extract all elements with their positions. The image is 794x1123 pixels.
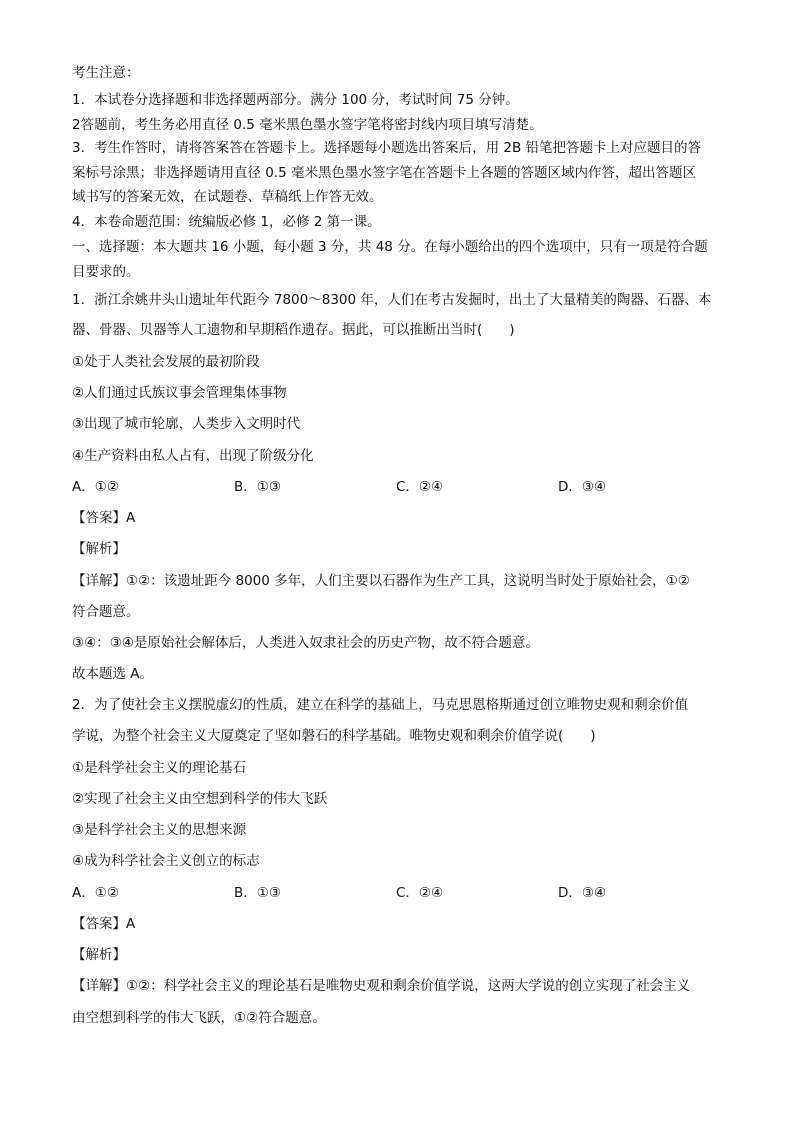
q2-option-c[interactable]: C．②④ xyxy=(396,885,444,901)
notice-line-2: 2答题前，考生务必用直径 0.5 毫米黑色墨水签字笔将密封线内项目填写清楚。 xyxy=(72,117,543,133)
q1-option-b[interactable]: B．①③ xyxy=(234,479,281,495)
q1-option-d[interactable]: D．③④ xyxy=(558,479,607,495)
notice-line-1: 1．本试卷分选择题和非选择题两部分。满分 100 分，考试时间 75 分钟。 xyxy=(72,92,519,108)
notice-heading: 考生注意： xyxy=(72,65,140,81)
q2-option-d[interactable]: D．③④ xyxy=(558,885,607,901)
q1-option-a[interactable]: A．①② xyxy=(72,479,119,495)
notice-line-3b: 案标号涂黑；非选择题请用直径 0.5 毫米黑色墨水签字笔在答题卡上各题的答题区域内作答，超出答题区 xyxy=(72,165,697,181)
section-heading-line-1: 一、选择题：本大题共 16 小题，每小题 3 分，共 48 分。在每小题给出的四个选项中，只有一项是符合题 xyxy=(72,239,708,255)
q2-statement-4: ④成为科学社会主义创立的标志 xyxy=(72,853,260,869)
q1-statement-4: ④生产资料由私人占有，出现了阶级分化 xyxy=(72,448,314,464)
q2-detail-line-2: 由空想到科学的伟大飞跃，①②符合题意。 xyxy=(72,1010,326,1026)
q1-statement-3: ③出现了城市轮廓，人类步入文明时代 xyxy=(72,416,301,432)
q1-detail-line-1: 【详解】①②：该遗址距今 8000 多年，人们主要以石器作为生产工具，这说明当时处于原始社会，①② xyxy=(72,573,690,589)
q2-stem-line-1: 2．为了使社会主义摆脱虚幻的性质，建立在科学的基础上，马克思恩格斯通过创立唯物史观和剩余价值 xyxy=(72,697,689,713)
q1-detail-line-3: ③④：③④是原始社会解体后，人类进入奴隶社会的历史产物，故不符合题意。 xyxy=(72,635,539,651)
notice-line-3a: 3．考生作答时，请将答案答在答题卡上。选择题每小题选出答案后，用 2B 铅笔把答题卡上对应题目的答 xyxy=(72,140,702,156)
q1-stem-line-1: 1．浙江余姚井头山遗址年代距今 7800～8300 年，人们在考古发掘时，出土了大量精美的陶器、石器、本 xyxy=(72,292,712,308)
section-heading-line-2: 目要求的。 xyxy=(72,264,140,280)
notice-line-3c: 域书写的答案无效，在试题卷、草稿纸上作答无效。 xyxy=(72,189,383,205)
q2-statement-3: ③是科学社会主义的思想来源 xyxy=(72,822,247,838)
q1-statement-1: ①处于人类社会发展的最初阶段 xyxy=(72,354,260,370)
q1-option-c[interactable]: C．②④ xyxy=(396,479,444,495)
q2-statement-1: ①是科学社会主义的理论基石 xyxy=(72,760,247,776)
q1-detail-line-2: 符合题意。 xyxy=(72,604,140,620)
q2-option-b[interactable]: B．①③ xyxy=(234,885,281,901)
q2-detail-line-1: 【详解】①②：科学社会主义的理论基石是唯物史观和剩余价值学说，这两大学说的创立实现了社会主义 xyxy=(72,978,691,994)
q2-analysis-label: 【解析】 xyxy=(72,947,126,963)
q1-detail-line-4: 故本题选 A。 xyxy=(72,666,154,682)
q2-answer: 【答案】A xyxy=(72,916,136,932)
q1-analysis-label: 【解析】 xyxy=(72,541,126,557)
q1-stem-line-2: 器、骨器、贝器等人工遗物和早期稻作遗存。据此，可以推断出当时( ) xyxy=(72,322,515,338)
q1-options xyxy=(72,478,722,496)
q2-statement-2: ②实现了社会主义由空想到科学的伟大飞跃 xyxy=(72,791,328,807)
q2-options xyxy=(72,884,722,902)
q1-answer: 【答案】A xyxy=(72,510,136,526)
q2-option-a[interactable]: A．①② xyxy=(72,885,119,901)
q2-stem-line-2: 学说，为整个社会主义大厦奠定了坚如磐石的科学基础。唯物史观和剩余价值学说( ) xyxy=(72,728,596,744)
q1-statement-2: ②人们通过氏族议事会管理集体事物 xyxy=(72,385,287,401)
notice-line-4: 4．本卷命题范围：统编版必修 1，必修 2 第一课。 xyxy=(72,214,381,230)
